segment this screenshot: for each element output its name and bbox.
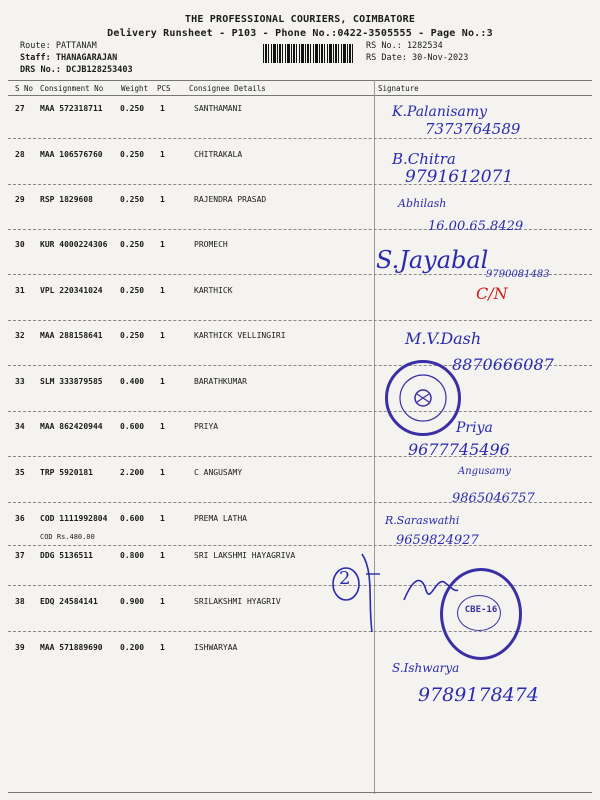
phone-rajendra-prasad: 16.00.65.8429 xyxy=(428,219,524,234)
rs-date: RS Date: 30-Nov-2023 xyxy=(366,53,469,63)
row-consignment: MAA 106576760 xyxy=(40,150,103,159)
phone-c-angusamy: 9865046757 xyxy=(452,491,535,506)
row-consignment: RSP 1829608 xyxy=(40,195,93,204)
row-weight: 0.600 xyxy=(120,514,145,523)
row-consignee: BARATHKUMAR xyxy=(194,377,247,386)
row-pcs: 1 xyxy=(160,422,165,431)
row-sno: 34 xyxy=(15,422,25,431)
table-row xyxy=(0,195,600,205)
drs-line xyxy=(20,65,133,75)
row-pcs: 1 xyxy=(160,643,165,652)
row-consignee: RAJENDRA PRASAD xyxy=(194,195,267,204)
row-consignment: VPL 220341024 xyxy=(40,286,103,295)
row-weight: 0.200 xyxy=(120,643,145,652)
row-sno: 30 xyxy=(15,240,25,249)
row-consignment: COD 1111992804 xyxy=(40,514,108,523)
phone-ishwaryaa: 9789178474 xyxy=(418,684,539,706)
row-consignment: DDG 5136511 xyxy=(40,551,93,560)
row-consignee: PREMA LATHA xyxy=(194,514,247,523)
col-sno: S No xyxy=(15,84,34,93)
signature-ishwaryaa: S.Ishwarya xyxy=(392,661,460,675)
row-consignment: MAA 571889690 xyxy=(40,643,103,652)
row-weight: 0.250 xyxy=(120,104,145,113)
table-row xyxy=(0,104,600,114)
col-pcs: PCS xyxy=(157,84,171,93)
row-pcs: 1 xyxy=(160,597,165,606)
row-weight: 0.600 xyxy=(120,422,145,431)
row-pcs: 1 xyxy=(160,240,165,249)
drs-label: DRS No.: xyxy=(20,65,61,75)
row-consignee: CHITRAKALA xyxy=(194,150,243,159)
row-divider xyxy=(8,138,592,139)
handwritten-number-mark: 2 xyxy=(339,568,351,589)
col-signature: Signature xyxy=(378,84,419,93)
company-seal-stamp xyxy=(385,360,461,436)
row-consignment: SLM 333879585 xyxy=(40,377,103,386)
row-sno: 36 xyxy=(15,514,25,523)
row-consignment: EDQ 24584141 xyxy=(40,597,98,606)
company-title: THE PROFESSIONAL COURIERS, COIMBATORE xyxy=(184,14,416,25)
row-pcs: 1 xyxy=(160,551,165,560)
row-pcs: 1 xyxy=(160,150,165,159)
col-weight: Weight xyxy=(121,84,149,93)
row-sno: 35 xyxy=(15,468,25,477)
row-weight: 2.200 xyxy=(120,468,145,477)
row-sno: 28 xyxy=(15,150,25,159)
seal-ring-graphic xyxy=(388,363,458,433)
row-consignment: MAA 288158641 xyxy=(40,331,103,340)
row-sno: 39 xyxy=(15,643,25,652)
row-consignment: KUR 4000224306 xyxy=(40,240,108,249)
cn-note: C/N xyxy=(476,284,508,303)
runsheet-subtitle: Delivery Runsheet - P103 - Phone No.:0422-3505555 - Page No.:3 xyxy=(107,28,493,39)
phone-karthick-vellingiri: 8870666087 xyxy=(452,355,554,374)
signature-c-angusamy: Angusamy xyxy=(458,466,511,477)
row-weight: 0.250 xyxy=(120,150,145,159)
signature-prema-latha: R.Saraswathi xyxy=(385,514,460,527)
row-divider xyxy=(8,320,592,321)
row-weight: 0.800 xyxy=(120,551,145,560)
cbe16-seal-stamp xyxy=(440,568,522,660)
row-sno: 29 xyxy=(15,195,25,204)
row-weight: 0.250 xyxy=(120,331,145,340)
seal-center-text: CBE-16 xyxy=(464,605,498,615)
table-row xyxy=(0,422,600,432)
drs-number: DCJB128253403 xyxy=(66,65,133,75)
row-consignment: TRP 5920181 xyxy=(40,468,93,477)
phone-priya: 9677745496 xyxy=(408,440,510,459)
row-sno: 33 xyxy=(15,377,25,386)
table-row xyxy=(0,551,600,561)
table-bottom-rule xyxy=(8,792,592,793)
row-consignee: KARTHICK xyxy=(194,286,233,295)
cod-amount: COD Rs.480.00 xyxy=(40,533,95,541)
row-sno: 32 xyxy=(15,331,25,340)
row-sno: 38 xyxy=(15,597,25,606)
row-sno: 27 xyxy=(15,104,25,113)
row-consignee: SANTHAMANI xyxy=(194,104,243,113)
row-consignee: PRIYA xyxy=(194,422,219,431)
row-divider xyxy=(8,545,592,546)
row-consignee: ISHWARYAA xyxy=(194,643,238,652)
row-weight: 0.400 xyxy=(120,377,145,386)
staff-line xyxy=(20,53,117,63)
barcode xyxy=(263,44,355,63)
rs-number: RS No.: 1282534 xyxy=(366,41,443,51)
row-consignment: MAA 862420944 xyxy=(40,422,103,431)
row-consignee: KARTHICK VELLINGIRI xyxy=(194,331,286,340)
col-consignment: Consignment No xyxy=(40,84,104,93)
table-row xyxy=(0,150,600,160)
table-row xyxy=(0,377,600,387)
table-row xyxy=(0,240,600,250)
phone-santhamani: 7373764589 xyxy=(425,120,521,138)
phone-prema-latha: 9659824927 xyxy=(396,533,479,548)
signature-promech: S.Jayabal xyxy=(376,246,489,274)
signature-chitrakala: B.Chitra xyxy=(392,150,456,168)
row-divider xyxy=(8,411,592,412)
phone-chitrakala: 9791612071 xyxy=(405,167,514,187)
staff-label: Staff: xyxy=(20,53,51,63)
row-pcs: 1 xyxy=(160,331,165,340)
row-consignee: PROMECH xyxy=(194,240,228,249)
row-sno: 31 xyxy=(15,286,25,295)
row-consignee: C ANGUSAMY xyxy=(194,468,243,477)
row-weight: 0.250 xyxy=(120,240,145,249)
row-weight: 0.900 xyxy=(120,597,145,606)
table-row xyxy=(0,331,600,341)
staff-name: THANAGARAJAN xyxy=(55,53,118,63)
row-pcs: 1 xyxy=(160,195,165,204)
signature-santhamani: K.Palanisamy xyxy=(392,104,488,120)
row-pcs: 1 xyxy=(160,514,165,523)
row-pcs: 1 xyxy=(160,468,165,477)
phone-promech: 9790081483 xyxy=(486,269,550,280)
col-consignee: Consignee Details xyxy=(189,84,266,93)
table-top-rule xyxy=(8,80,592,81)
signature-priya: Priya xyxy=(456,420,493,436)
table-row xyxy=(0,286,600,296)
handwritten-bracket-mark xyxy=(322,552,382,636)
signature-rajendra-prasad: Abhilash xyxy=(398,197,447,210)
row-pcs: 1 xyxy=(160,104,165,113)
table-header-rule xyxy=(8,95,592,96)
route-label: Route: PATTANAM xyxy=(20,41,97,51)
row-sno: 37 xyxy=(15,551,25,560)
row-pcs: 1 xyxy=(160,377,165,386)
signature-column-rule xyxy=(374,80,375,794)
table-row xyxy=(0,514,600,524)
row-consignment: MAA 572318711 xyxy=(40,104,103,113)
row-consignee: SRILAKSHMI HYAGRIV xyxy=(194,597,281,606)
row-weight: 0.250 xyxy=(120,195,145,204)
row-weight: 0.250 xyxy=(120,286,145,295)
signature-karthick-vellingiri: M.V.Dash xyxy=(405,329,482,348)
row-consignee: SRI LAKSHMI HAYAGRIVA xyxy=(194,551,296,560)
row-pcs: 1 xyxy=(160,286,165,295)
